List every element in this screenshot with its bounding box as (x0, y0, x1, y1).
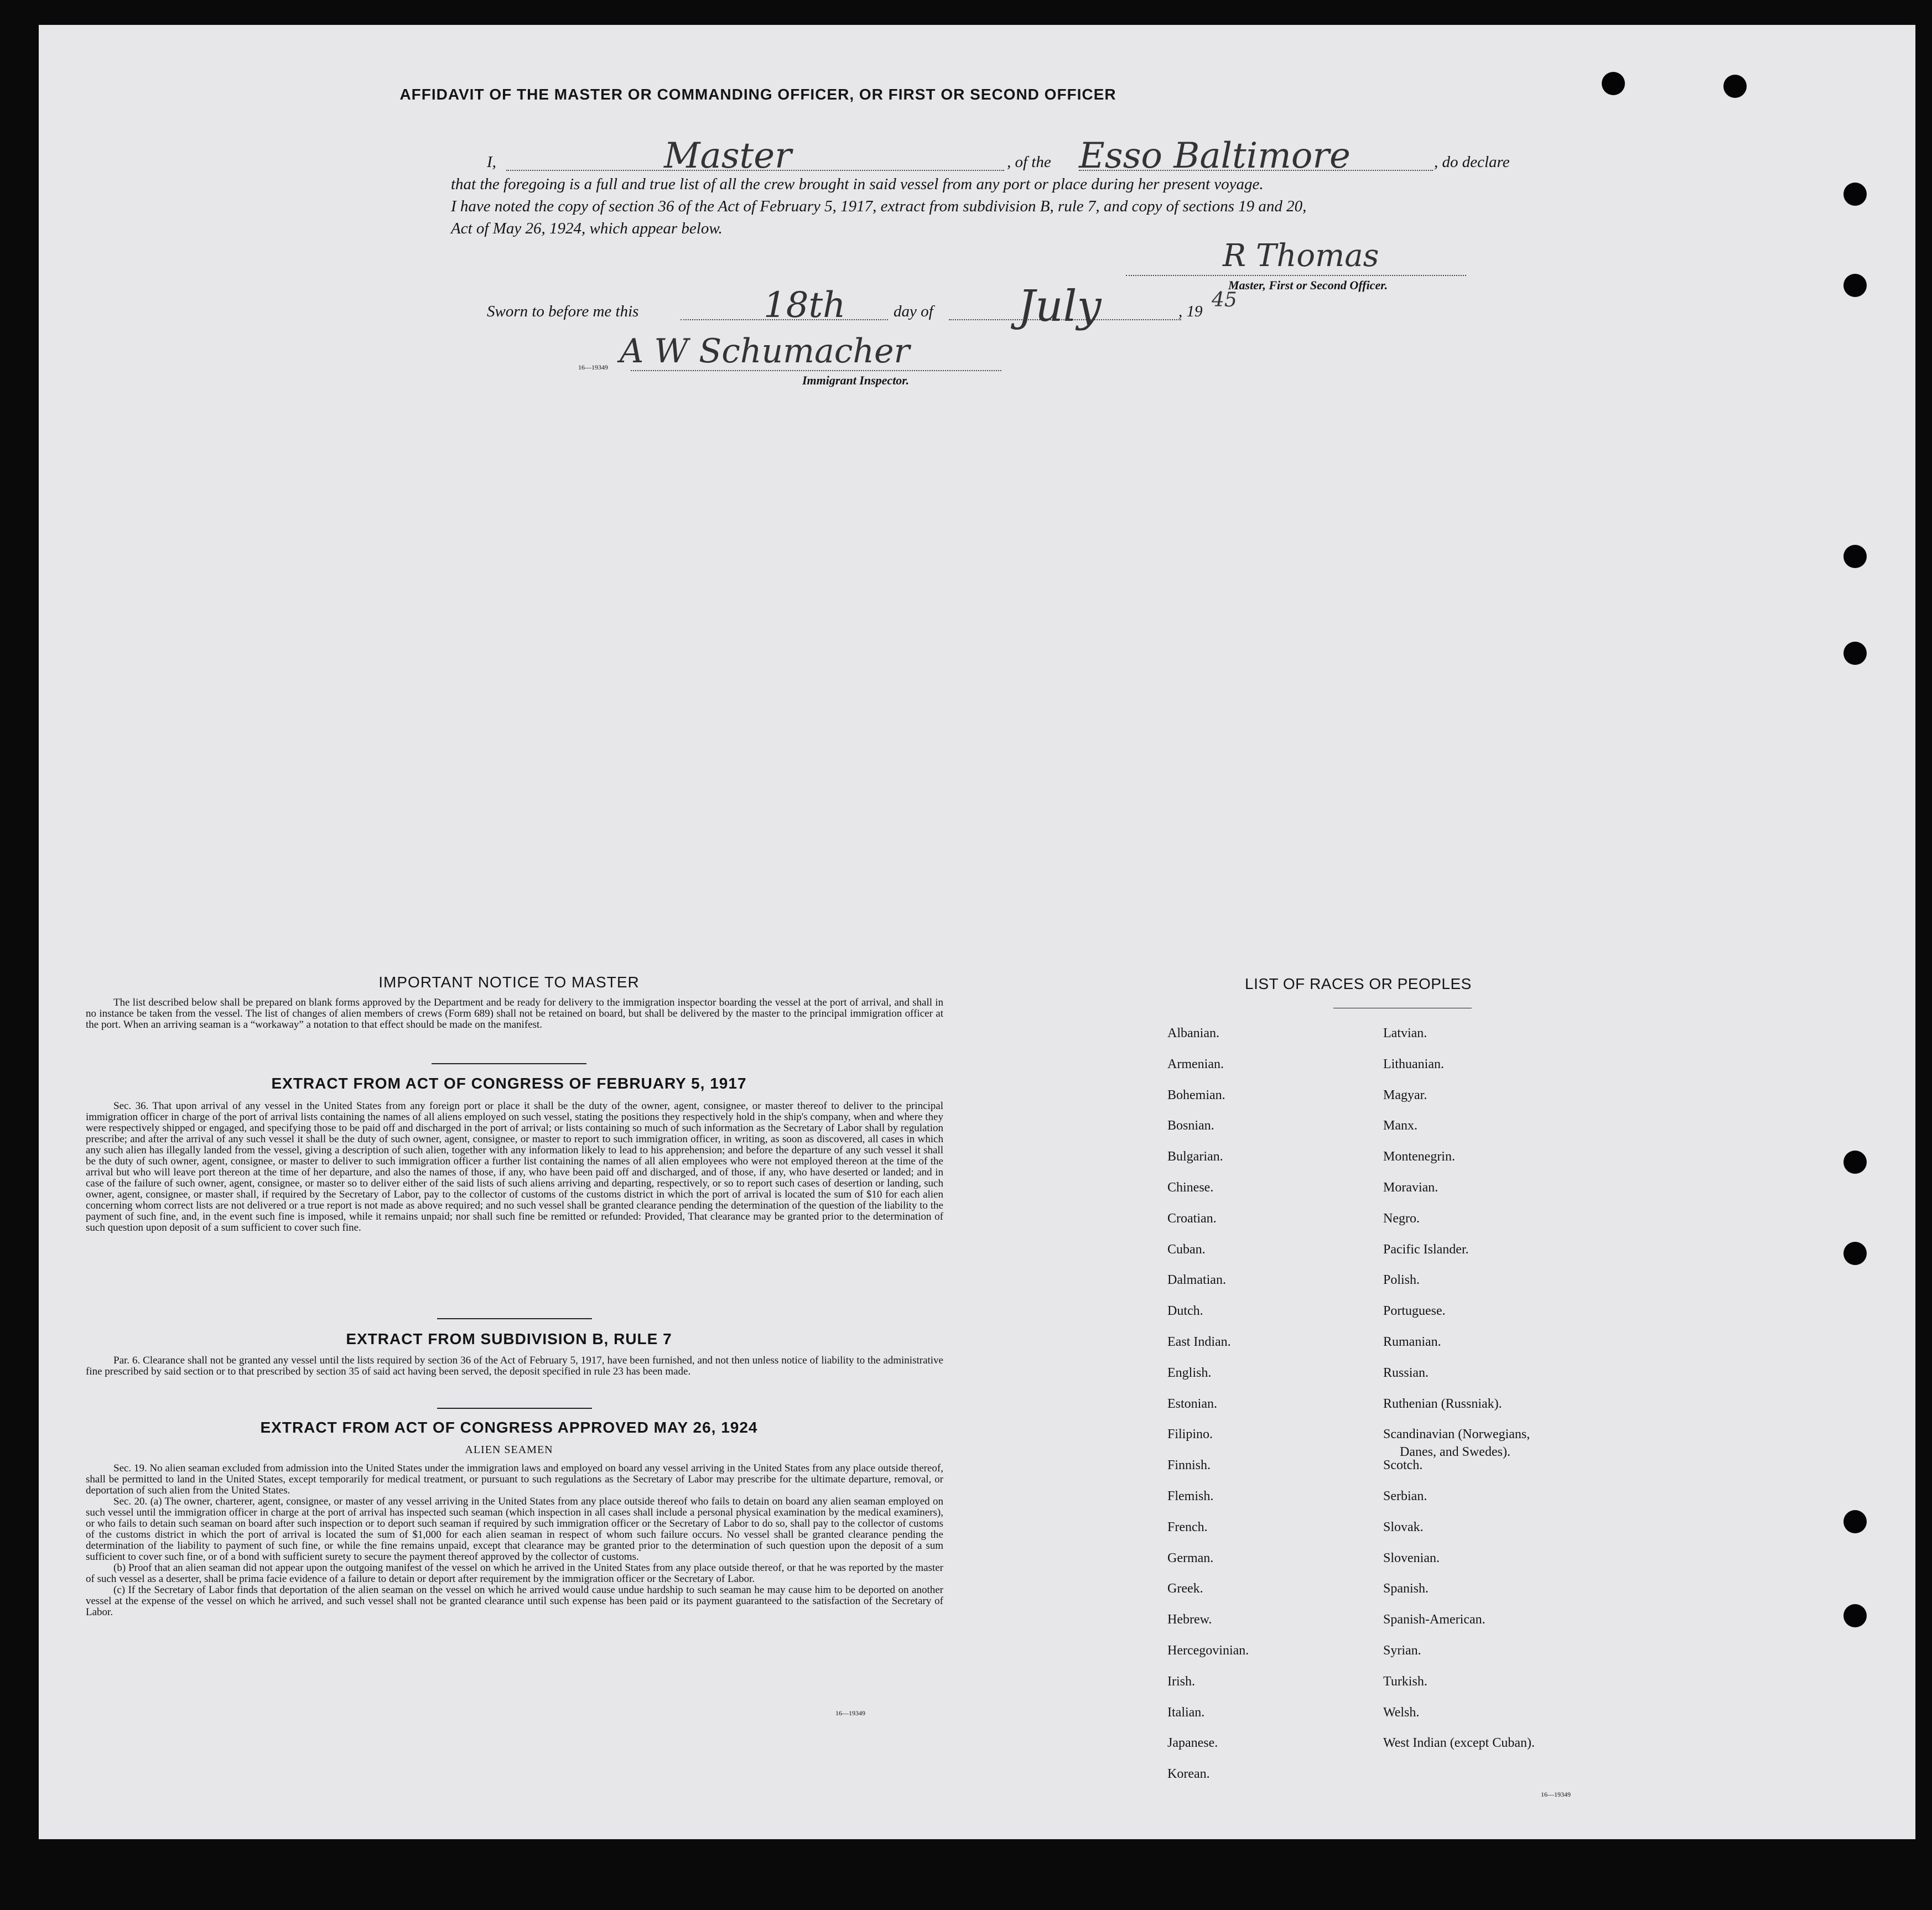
race-item: West Indian (except Cuban). (1383, 1736, 1535, 1750)
inspector-signature-line (631, 370, 1001, 371)
officer-signature-line (1126, 275, 1466, 276)
year-prefix: , 19 (1178, 303, 1203, 320)
extract-1924-title: EXTRACT FROM ACT OF CONGRESS APPROVED MAY 26, 1924 (260, 1419, 758, 1436)
race-item: Korean. (1167, 1767, 1210, 1781)
race-item: East Indian. (1167, 1335, 1231, 1349)
race-item: Welsh. (1383, 1705, 1420, 1720)
sec-36-paragraph: Sec. 36. That upon arrival of any vessel in the United States from any foreign port or place it shall be the duty of the owner, agent, consignee, or master thereof to deliver to the principal immigration officer in charge of the port of arrival lists containing the names of all aliens employed on such vessel, stating the positions they respectively hold in the ship's company, when and where they were respectively shipped or engaged, and specifying those to be paid off and discharged in the port of arrival; or lists containing so much of such information as the Secretary of Labor shall by regulation prescribe; and after the arrival of any such vessel it shall be the duty of such owner, agent, consignee, or master to report to such immigration officer, in writing, as soon as discovered, all cases in which any such alien has illegally landed from the vessel, giving a description of such alien, together with any information likely to lead to his apprehension; and before the departure of any such vessel it shall be the duty of such owner, agent, consignee, or master to deliver to such immigration officer a further list containing the names of all alien employees who were not employed thereon at the time of the arrival but who will leave port thereon at the time of her departure, and also the names of those, if any, who have been paid off and discharged, and of those, if any, who have deserted or landed; and in case of the failure of such owner, agent, consignee, or master so to deliver either of the said lists of such aliens arriving and departing, respectively, or so to report such cases of desertion or landing, such owner, agent, consignee, or master shall, if required by the Secretary of Labor, pay to the collector of customs of the customs district in which the port of arrival is located the sum of $10 for each alien concerning whom correct lists are not delivered or a true report is not made as above required; and no such vessel shall be granted clearance pending the determination of the question of the liability to the payment of such fine, and, in the event such fine is imposed, while it remains unpaid; nor shall such fine be remitted or refunded: Provided, That clearance may be granted prior to the determination of such question upon deposit of a sum sufficient to cover such fine. (86, 1100, 943, 1234)
race-item: Serbian. (1383, 1489, 1427, 1503)
extract-1917-title: EXTRACT FROM ACT OF CONGRESS OF FEBRUARY 5, 1917 (271, 1075, 747, 1092)
sec-20a-paragraph: Sec. 20. (a) The owner, charterer, agent, consignee, or master of any vessel arriving in the United States from any place outside thereof who fails to detain on board any alien seaman employed on such vessel until the immigration officer in charge at the port of arrival has inspected such seaman (which inspection in all cases shall include a personal physical examination by the medical examiners), or who fails to detain such seaman on board after such inspection or to deport such seaman if required by such immigration officer or the Secretary of Labor to do so, shall pay to the collector of customs of the customs district in which the port of arrival is located the sum of $1,000 for each alien seaman in respect of whom such failure occurs. No vessel shall be granted clearance pending the determination of the liability to payment of such fine, or while the fine remains unpaid, except that clearance may be granted prior to the determination of such question upon the deposit of a sum sufficient to cover such fine, or of a bond with sufficient surety to secure the payment thereof approved by the collector of customs. (86, 1496, 943, 1563)
punch-hole (1843, 1242, 1867, 1265)
of-the-label: , of the (1007, 153, 1051, 171)
document-page (39, 25, 1915, 1839)
sec-19-paragraph: Sec. 19. No alien seaman excluded from admission into the United States under the immigration laws and employed on board any vessel arriving in the United States from any place outside thereof, shall be permitted to land in the United States, except temporarily for medical treatment, or pursuant to such regulations as the Secretary of Labor may prescribe for the ultimate departure, removal, or deportation of such alien from the United States. (86, 1463, 943, 1496)
race-item: Estonian. (1167, 1397, 1217, 1411)
race-item: Manx. (1383, 1118, 1417, 1133)
affidavit-line-3: I have noted the copy of section 36 of the Act of February 5, 1917, extract from subdivision B, rule 7, and copy of sections 19 and 20, (451, 197, 1307, 215)
race-item: Italian. (1167, 1705, 1205, 1720)
day-handwritten: 18th (764, 285, 846, 326)
punch-hole (1843, 642, 1867, 665)
sworn-label: Sworn to before me this (487, 303, 639, 320)
notice-text (86, 997, 943, 1031)
race-item: Armenian. (1167, 1057, 1224, 1071)
race-item: Slovenian. (1383, 1551, 1440, 1565)
divider (437, 1318, 592, 1319)
races-form-number: 16—19349 (1541, 1791, 1571, 1798)
extract-form-number: 16—19349 (835, 1709, 865, 1717)
divider (437, 1408, 592, 1409)
affidavit-title: AFFIDAVIT OF THE MASTER OR COMMANDING OFFICER, OR FIRST OR SECOND OFFICER (399, 86, 1116, 103)
punch-hole (1843, 1604, 1867, 1627)
par-6-paragraph: Par. 6. Clearance shall not be granted any vessel until the lists required by section 36 of the Act of February 5, 1917, have been furnished, and not then unless notice of liability to the administrative fine prescribed by said section or to that prescribed by section 35 of said act having been served, the deposit specified in rule 23 has been made. (86, 1355, 943, 1377)
vessel-handwritten: Esso Baltimore (1079, 136, 1351, 176)
race-item: Scandinavian (Norwegians, (1383, 1427, 1530, 1441)
extract-1917-text (86, 1101, 943, 1234)
punch-hole (1843, 274, 1867, 297)
race-item: Bohemian. (1167, 1088, 1225, 1102)
race-item: Syrian. (1383, 1643, 1421, 1658)
race-item: Latvian. (1383, 1026, 1427, 1040)
notice-paragraph: The list described below shall be prepared on blank forms approved by the Department and be ready for delivery to the immigration inspector boarding the vessel at the port of arrival, and shall in no instance be taken from the vessel. The list of changes of alien members of crews (Form 689) shall not be retained on board, but shall be delivered by the master to the principal immigration officer at the port. When an arriving seaman is a “workaway” a notation to that effect should be made on the manifest. (86, 997, 943, 1031)
race-item: Slovak. (1383, 1520, 1424, 1534)
affidavit-form-number: 16—19349 (578, 363, 608, 371)
race-item: Danes, and Swedes). (1400, 1445, 1510, 1459)
race-item: Negro. (1383, 1211, 1420, 1226)
sec-20b-paragraph: (b) Proof that an alien seaman did not appear upon the outgoing manifest of the vessel on which he arrived in the United States from any place outside thereof, or that he was reported by the master of such vessel as a deserter, shall be prima facie evidence of a failure to detain or deport after requirement by the immigration officer or the Secretary of Labor. (86, 1562, 943, 1585)
do-declare-label: , do declare (1434, 153, 1510, 171)
race-item: Filipino. (1167, 1427, 1213, 1441)
race-item: Moravian. (1383, 1180, 1438, 1195)
race-item: Flemish. (1167, 1489, 1214, 1503)
race-item: Hebrew. (1167, 1612, 1212, 1627)
officer-signature: R Thomas (1223, 238, 1379, 274)
extract-1924-text (86, 1463, 943, 1618)
day-of-label: day of (894, 303, 933, 320)
race-item: Dalmatian. (1167, 1273, 1226, 1287)
race-item: Irish. (1167, 1674, 1195, 1689)
race-item: Chinese. (1167, 1180, 1214, 1195)
race-item: Magyar. (1383, 1088, 1427, 1102)
race-item: Hercegovinian. (1167, 1643, 1249, 1658)
sec-20c-paragraph: (c) If the Secretary of Labor finds that deportation of the alien seaman on the vessel on which he arrived would cause undue hardship to such seaman he may cause him to be deported on another vessel at the expense of the vessel on which he arrived, and such vessel shall not be granted clearance until such expense has been paid or its payment guaranteed to the satisfaction of the Secretary of Labor. (86, 1584, 943, 1618)
notice-title: IMPORTANT NOTICE TO MASTER (378, 974, 640, 991)
race-item: Finnish. (1167, 1458, 1211, 1472)
race-item: Spanish. (1383, 1581, 1429, 1596)
year-handwritten: 45 (1212, 289, 1237, 311)
race-item: French. (1167, 1520, 1208, 1534)
master-handwritten: Master (664, 136, 792, 176)
race-item: English. (1167, 1366, 1212, 1380)
inspector-signature: A W Schumacher (620, 332, 910, 371)
affidavit-line-2: that the foregoing is a full and true list of all the crew brought in said vessel from any port or place during her present voyage. (451, 175, 1264, 193)
race-item: Dutch. (1167, 1304, 1203, 1318)
punch-hole (1843, 1151, 1867, 1174)
race-item: Portuguese. (1383, 1304, 1446, 1318)
race-item: Montenegrin. (1383, 1149, 1455, 1164)
race-item: Albanian. (1167, 1026, 1219, 1040)
punch-hole (1723, 75, 1747, 98)
punch-hole (1843, 183, 1867, 206)
races-title: LIST OF RACES OR PEOPLES (1245, 975, 1472, 992)
extract-rule7-title: EXTRACT FROM SUBDIVISION B, RULE 7 (346, 1330, 672, 1347)
punch-hole (1843, 1510, 1867, 1533)
race-item: Japanese. (1167, 1736, 1218, 1750)
month-handwritten: July (1018, 282, 1102, 331)
race-item: Spanish-American. (1383, 1612, 1486, 1627)
punch-hole (1602, 72, 1625, 95)
i-label: I, (487, 153, 496, 171)
race-item: Cuban. (1167, 1242, 1206, 1257)
race-item: Bosnian. (1167, 1118, 1214, 1133)
affidavit-line-4: Act of May 26, 1924, which appear below. (451, 220, 723, 237)
divider (432, 1063, 586, 1064)
race-item: Lithuanian. (1383, 1057, 1444, 1071)
officer-caption: Master, First or Second Officer. (1228, 278, 1388, 292)
inspector-caption: Immigrant Inspector. (802, 373, 910, 387)
race-item: Bulgarian. (1167, 1149, 1223, 1164)
race-item: Russian. (1383, 1366, 1429, 1380)
alien-seamen-subtitle: ALIEN SEAMEN (465, 1444, 553, 1456)
race-item: Scotch. (1383, 1458, 1423, 1472)
race-item: Pacific Islander. (1383, 1242, 1469, 1257)
race-item: Greek. (1167, 1581, 1203, 1596)
race-item: Polish. (1383, 1273, 1420, 1287)
race-item: German. (1167, 1551, 1214, 1565)
extract-rule7-text (86, 1355, 943, 1377)
race-item: Turkish. (1383, 1674, 1427, 1689)
punch-hole (1843, 545, 1867, 568)
race-item: Croatian. (1167, 1211, 1217, 1226)
race-item: Rumanian. (1383, 1335, 1441, 1349)
race-item: Ruthenian (Russniak). (1383, 1397, 1502, 1411)
